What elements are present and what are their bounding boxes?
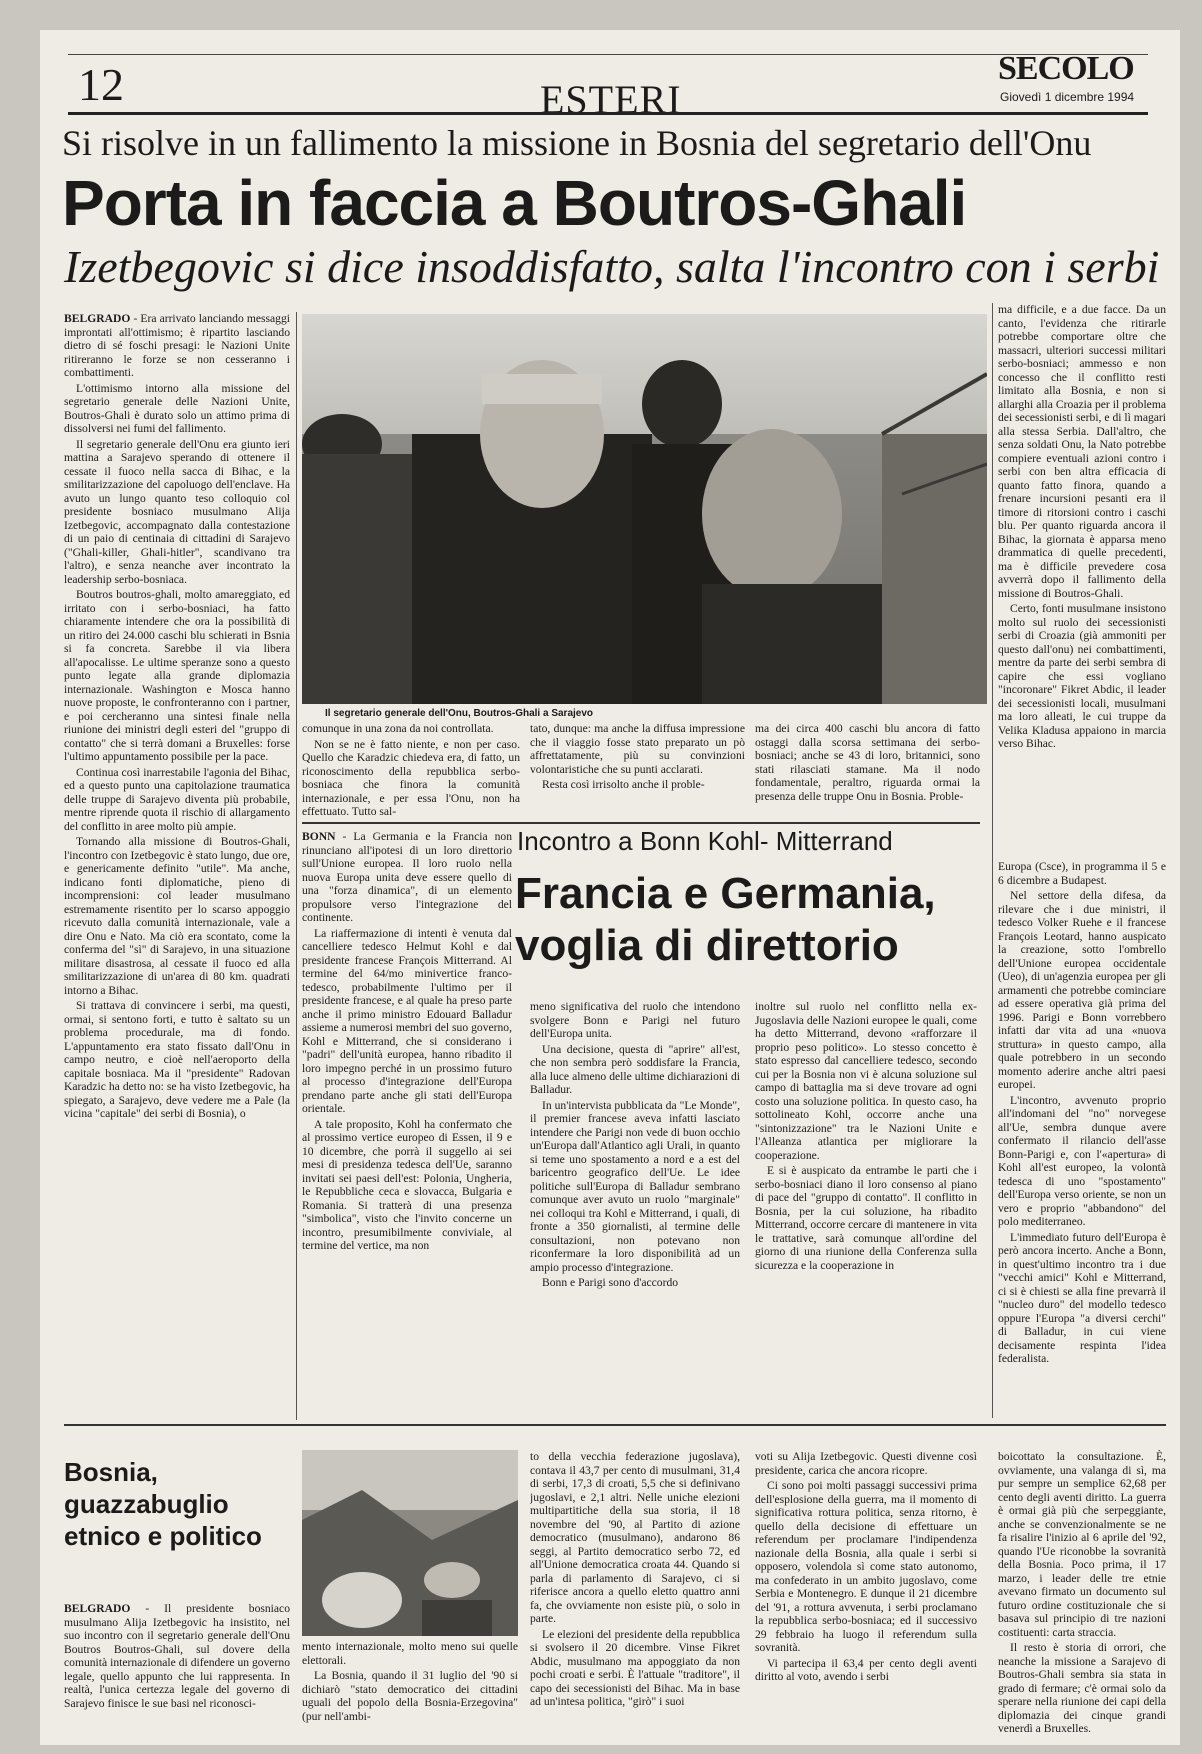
box2-top-rule	[302, 822, 980, 824]
top-rule	[68, 54, 1148, 55]
box3-paragraph: voti su Alija Izetbegovic. Questi divenne così presidente, carica che ancora ricopre.	[755, 1450, 977, 1477]
box3-photo-illustration	[302, 1450, 518, 1636]
main-paragraph: Si trattava di convincere i serbi, ma questi, ormai, si sentono forti, e tutto è saltato su un problema procedurale, ma di fondo. L'appuntamento era stato fissato dall'Onu in campo neutro, e cioè nell'aeroporto della capitale bosniaca. Ma il "presidente" Radovan Karadzic ha detto no: se ha visto Izetbegovic, ha spiegato, a Sarajevo, deve vedere me a Pale (la vicina "capitale" dei serbi di Bosnia), o	[64, 999, 290, 1120]
box2-paragraph: L'incontro, avvenuto proprio all'indomani del "no" norvegese all'Ue, sembra dunque avere confermato il rilancio dell'asse Bonn-Parigi e, con l'«apertura» di Kohl all'est europeo, la volontà tedesca di uno "spostamento" dell'Europa verso oriente, se non un vero e proprio "abbandono" del polo mediterraneo.	[998, 1093, 1166, 1228]
box3-paragraph: Le elezioni del presidente della repubblica si svolsero il 20 dicembre. Vinse Fikret Abdic, musulmano ma appoggiato da non pochi croati e serbi. È l'attuale "traditore", il capo dei secessionisti del Bihac. Ma in base ad un'intesa politica, "girò" i suoi	[530, 1627, 740, 1708]
box3-paragraph: Ci sono poi molti passaggi successivi prima dell'esplosione della guerra, ma il momento di significativa rottura politica, senza ritorno, è quello della decisione di effettuare un referendum per proclamare l'indipendenza nazionale della Bosnia, alla quale i serbi si opposero, volendola sì come stato autonomo, ma confederato in un ambito jugoslavo, come Serbia e Montenegro. E dunque il 21 dicembre del '91, a rottura avvenuta, i serbi proclamano la repubblica serbo-bosniaca; ed il successivo 29 febbraio ha luogo il referendum sulla sovranità.	[755, 1479, 977, 1654]
box2-paragraph: Nel settore della difesa, da rilevare che i due ministri, il tedesco Volker Ruehe e il francese François Leotard, hanno auspicato la creazione, sotto l'ombrello dell'Unione europea occidentale (Ueo), di un'agenzia europea per gli armamenti che potrebbe cominciare ad essere operativa già prima del 1996. Parigi e Bonn vorrebbero infatti dar vita ad una «nuova struttura» in questo campo, alla quale potrebbero in un secondo momento aderire anche altri paesi europei.	[998, 889, 1166, 1091]
masthead-logo: SECOLO	[998, 50, 1134, 87]
box2-paragraph: L'immediato futuro dell'Europa è però ancora incerto. Anche a Bonn, in quest'ultimo incontro tra i due "vecchi amici" Kohl e Mitterrand, ci si è chiesti se alla fine prevarrà il "nucleo duro" del modello tedesco oppure l'Europa "a diversi cerchi" di Balladur, in cui viene decisamente respinta l'idea federalista.	[998, 1230, 1166, 1365]
main-column-3	[530, 722, 745, 842]
main-paragraph: Continua così inarrestabile l'agonia del Bihac, ed a questo punto una capitolazione traumatica delle truppe di Sarajevo diventa più probabile, mentre riprende quota il rischio di allargamento del conflitto in aree molto più ampie.	[64, 765, 290, 833]
box3-top-rule	[64, 1424, 1166, 1426]
box2-paragraph: inoltre sul ruolo nel conflitto nella ex-Jugoslavia delle Nazioni europee le quali, come ha detto Mitterrand, devono «rafforzare il proprio peso politico». Lo stesso concetto è stato espresso dal cancelliere tedesco, secondo cui per la Bosnia non vi è alcuna soluzione sul campo di battaglia ma si deve trovare ad ogni costo una soluzione politica. In questo caso, ha sottolineato Kohl, occorre anche una "sintonizzazione" tra le Nazioni Unite e l'Alleanza atlantica per migliorare la cooperazione.	[755, 1000, 977, 1162]
main-paragraph: comunque in una zona da noi controllata.	[302, 722, 494, 735]
main-column-4	[755, 722, 980, 842]
main-column-1	[64, 312, 290, 1444]
box2-title: Francia e Germania, voglia di direttorio	[515, 869, 936, 970]
box2-paragraph: Una decisione, questa di "aprire" all'est, che non sembra però soddisfare la Francia, alla luce almeno delle ultime dichiarazioni di Balladur.	[530, 1042, 740, 1096]
box2-column-3	[755, 1000, 977, 1420]
box2-kicker: Incontro a Bonn Kohl- Mitterrand	[517, 826, 893, 856]
main-paragraph: ma dei circa 400 caschi blu ancora di fatto ostaggi dalla scorsa settimana dei serbo-bosniaci; anche se 43 di loro, britannici, sono stati rilasciati stamane. Ma il nodo fondamentale, peraltro, riguarda ormai la presenza delle truppe Onu in Bosnia. Proble-	[755, 722, 980, 803]
main-column-5	[998, 303, 1166, 855]
header-rule	[68, 112, 1148, 115]
column-rule	[992, 303, 993, 1418]
main-paragraph: Certo, fonti musulmane insistono molto sul ruolo dei secessionisti serbi di Croazia (già ammoniti per questo dall'onu) nei combattimenti, mentre da parte dei serbi sembra di capire che essi vogliano "incoronare" Fikret Abdic, il leader dei secessionisti locali, musulmani ma loro alleati, le cui truppe da Velika Kladusa appaiono in marcia verso Bihac.	[998, 602, 1166, 750]
main-kicker: Si risolve in un fallimento la missione in Bosnia del segretario dell'Onu	[62, 123, 1092, 163]
box3-title: Bosnia, guazzabuglio etnico e politico	[64, 1457, 262, 1551]
box2-paragraph: La riaffermazione di intenti è venuta dal cancelliere tedesco Helmut Kohl e dal presidente francese François Mitterrand. Al termine del 64/mo minivertice franco-tedesco, probabilmente l'ultimo per il presidente francese, e al quale ha preso parte anche il primo ministro Edouard Balladur assieme a numerosi membri del suo governo, Kohl e Mitterrand, che si considerano i "padri" dell'unità europea, hanno ribadito il loro impegno perché in un prossimo futuro al processo d'integrazione dell'Europa prendano parte anche gli stati dell'Europa orientale.	[302, 926, 512, 1115]
box2-column-2	[530, 1000, 740, 1420]
box3-column-2	[302, 1640, 518, 1740]
box2-paragraph: In un'intervista pubblicata da "Le Monde", il premier francese aveva infatti lasciato intendere che Parigi non vede di buon occhio un'Europa dall'Atlantico agli Urali, in quanto si teme uno spostamento a nord e a est del baricentro geografico dell'Ue. Le idee politiche sull'Europa di Balladur sembrano comunque aver avuto un ruolo "marginale" nei colloqui tra Kohl e Mitterrand, i quali, di fronte a 350 giornalisti, al termine delle consultazioni, non potevano non riconfermare la loro disponibilità ad un ampio processo d'integrazione.	[530, 1098, 740, 1274]
box3-paragraph: Il resto è storia di orrori, che neanche la missione a Sarajevo di Boutros-Ghali sembra sia stata in grado di fermare; c'è ormai solo da sperare nella riunione dei capi della diplomazia dei cinque grandi venerdì a Bruxelles.	[998, 1641, 1166, 1735]
box3-dateline: BELGRADO	[64, 1602, 131, 1615]
main-paragraph: - Era arrivato lanciando messaggi improntati all'ottimismo; è ripartito lasciando dietro di sé foschi presagi: le Nazioni Unite ritireranno le forze se non cesseranno i combattimenti.	[64, 312, 290, 379]
main-paragraph: Tornando alla missione di Boutros-Ghali, l'incontro con Izetbegovic è stato lungo, due ore, e genericamente definito "utile". Ma anche, indicano fonti diplomatiche, pieno di incomprensioni: col leader musulmano estremamente risentito per lo scarso appoggio ricevuto dalla comunità internazionale, vale a dire Onu e Nato. Ma ciò era scontato, come la conferma del "sì" di Sarajevo, in una situazione militare disastrosa, al cessate il fuoco ed alla smilitarizzazione di un'area di 80 km. quadrati intorno a Bihac.	[64, 835, 290, 997]
box3-column-4	[755, 1450, 977, 1742]
box3-column-3	[530, 1450, 740, 1742]
box2-dateline: BONN	[302, 830, 336, 843]
main-headline: Porta in faccia a Boutros-Ghali	[62, 167, 967, 239]
main-paragraph: Boutros boutros-ghali, molto amareggiato, ed irritato con i serbo-bosniaci, ha fatto chiaramente intendere che ora la possibilità di un ritiro dei 24.000 caschi blu schierati in Bsnia si fa concreta. Sarebbe il via libera all'apocalisse. Le ultime speranze sono a questo punto legate alla grande diplomazia internazionale. Washington e Mosca hanno nuove proposte, le confronteranno con i partner, e poi cercheranno una sintesi finale nella riunione dei ministri degli esteri del "gruppo di contatto" che si terrà domani a Bruxelles: forse l'ultimo appuntamento possibile per la pace.	[64, 588, 290, 763]
column-rule	[296, 312, 297, 1420]
issue-date: Giovedì 1 dicembre 1994	[1000, 90, 1135, 104]
box3-photo	[302, 1450, 518, 1636]
box3-paragraph: Vi partecipa il 63,4 per cento degli aventi diritto al voto, avendo i serbi	[755, 1656, 977, 1683]
box2-paragraph: A tale proposito, Kohl ha confermato che al prossimo vertice europeo di Essen, il 9 e 10 dicembre, che porrà il suggello ai sei mesi di presidenza tedesca dell'Ue, saranno invitati sei paesi dell'est: Polonia, Ungheria, le Repubbliche ceca e slovacca, Bulgaria e Romania. Si tratterà di una presenza "simbolica", visto che l'invito concerne un incontro, presumibilmente conviviale, al termine del vertice, ma non	[302, 1117, 512, 1252]
main-paragraph: tato, dunque: ma anche la diffusa impressione che il viaggio fosse stato preparato un pò affrettatamente, più su convinzioni volontaristiche che su punti acclarati.	[530, 722, 745, 776]
photo-illustration	[302, 314, 987, 704]
main-subhead: Izetbegovic si dice insoddisfatto, salta l'incontro con i serbi	[64, 241, 1160, 292]
newspaper-page	[40, 30, 1180, 1745]
box3-paragraph: boicottato la consultazione. È, ovviamente, una valanga di sì, ma pur sempre un semplice 62,68 per cento degli aventi diritto. La guerra è ormai già più che serpeggiante, anche se convenzionalmente se ne fa risalire l'inizio al 6 aprile del '92, quando l'Ue riconobbe la sovranità della Bosnia. Poco prima, il 17 marzo, i leader delle tre etnie avevano firmato un documento sul futuro ordine costituzionale che si basava sul principio di tre nazioni costituenti: carta straccia.	[998, 1450, 1166, 1639]
box2-paragraph: meno significativa del ruolo che intendono svolgere Bonn e Parigi nel futuro dell'Europa unita.	[530, 1000, 740, 1040]
box3-paragraph: - Il presidente bosniaco musulmano Alija Izetbegovic ha insistito, nel suo incontro con il segretario generale dell'Onu Boutros Boutros-Ghali, sul dovere della comunità internazionale di difendere un governo legale, quello appunto che lui rappresenta. In realtà, l'unica certezza legale del governo di Sarajevo finisce le sue basi nel riconosci-	[64, 1602, 290, 1710]
box2-paragraph: Bonn e Parigi sono d'accordo	[542, 1276, 679, 1289]
photo-caption: Il segretario generale dell'Onu, Boutros-Ghali a Sarajevo	[325, 708, 594, 719]
box2-paragraph: E si è auspicato da entrambe le parti che i serbo-bosniaci diano il loro consenso al piano di pace del "gruppo di contatto". Il conflitto in Bosnia, per la cui soluzione, ha ribadito Mitterrand, occorre cercare di mantenere in vita le trattative, sarà comunque all'ordine del giorno di una riunione della Conferenza sulla sicurezza e la cooperazione in	[755, 1164, 977, 1272]
main-paragraph: ma difficile, e a due facce. Da un canto, l'evidenza che ritirarle potrebbe comportare oltre che massacri, ulteriori successi militari serbo-bosniaci; ammesso e non concesso che il conflitto resti limitato alla Bosnia, e non si allarghi alla Croazia per il problema dei secessionisti serbi, e di lì magari alla stessa Serbia. Dall'altro, che senza soldati Onu, la Nato potrebbe compiere eventuali azioni contro i serbi con ben altra efficacia di quanto fatto finora, quando a frenare incursioni pesanti era il timore di ritorsioni contro i caschi blu. Per quanto riguarda ancora il Bihac, la giornata è apparsa meno drammatica di quelle precedenti, ma è difficile prevedere cosa avverrà dopo il fallimento della missione di Boutros-Ghali.	[998, 303, 1166, 600]
box2-column-4	[998, 860, 1166, 1420]
main-paragraph: Non se ne è fatto niente, e non per caso. Quello che Karadzic chiedeva era, di fatto, un riconoscimento della repubblica serbo-bosniaca che finora la comunità internazionale, e per essa l'Onu, non ha effettuato. Tutto sal-	[302, 737, 520, 818]
section-title: ESTERI	[540, 77, 682, 122]
box2-paragraph: - La Germania e la Francia non rinunciano all'ipotesi di un loro direttorio sull'Unione europea. Il loro ruolo nella nuova Europa unita deve essere quello di una "forza dinamica", di un elemento propulsore verso l'integrazione del continente.	[302, 830, 512, 924]
box3-column-5	[998, 1450, 1166, 1742]
box2-column-1	[302, 830, 512, 1420]
box3-column-1	[64, 1602, 290, 1742]
main-column-2	[302, 722, 520, 842]
box2-paragraph: Europa (Csce), in programma il 5 e 6 dicembre a Budapest.	[998, 860, 1166, 887]
box3-paragraph: mento internazionale, molto meno sui quelle elettorali.	[302, 1640, 518, 1667]
main-paragraph: Il segretario generale dell'Onu era giunto ieri mattina a Sarajevo sperando di ottenere il cessate il fuoco nella sacca di Bihac, e la smilitarizzazione del capoluogo dell'enclave. Ha avuto un lungo quanto teso colloquio col presidente bosniaco musulmano Alija Izetbegovic, accompagnato dalla contestazione di un paio di centinaia di cittadini di Sarajevo ("Ghali-killer, Ghali-hitler", scandivano tra l'altro), e senza neanche aver incontrato la leadership serbo-bosniaca.	[64, 437, 290, 586]
main-paragraph: L'ottimismo intorno alla missione del segretario generale delle Nazioni Unite, Boutros-Ghali è durato solo un attimo prima di dissolversi nei fumi del fallimento.	[64, 381, 290, 435]
page-number: 12	[78, 59, 124, 110]
main-photo	[302, 314, 987, 704]
box3-paragraph: to della vecchia federazione jugoslava), contava il 43,7 per cento di musulmani, 31,4 di serbi, 17,3 di croati, 5,5 che si definivano jugoslavi, e 2,1 altri. Nelle uniche elezioni multipartitiche della sua storia, il 18 novembre del '90, al Partito di azione democratico (musulmano), andarono 86 seggi, al Partito democratico serbo 72, ed all'Unione democratica croata 44. Quando si parla di parlamento di Sarajevo, ci si riferisce ancora a quello eletto quattro anni fa, che ovviamente non esiste più, o solo in parte.	[530, 1450, 740, 1625]
box3-paragraph: La Bosnia, quando il 31 luglio del '90 si dichiarò "stato democratico dei cittadini uguali del popolo della Bosnia-Erzegovina" (pur nell'ambi-	[302, 1669, 518, 1723]
main-paragraph: Resta così irrisolto anche il proble-	[542, 778, 705, 791]
main-dateline: BELGRADO	[64, 312, 131, 325]
